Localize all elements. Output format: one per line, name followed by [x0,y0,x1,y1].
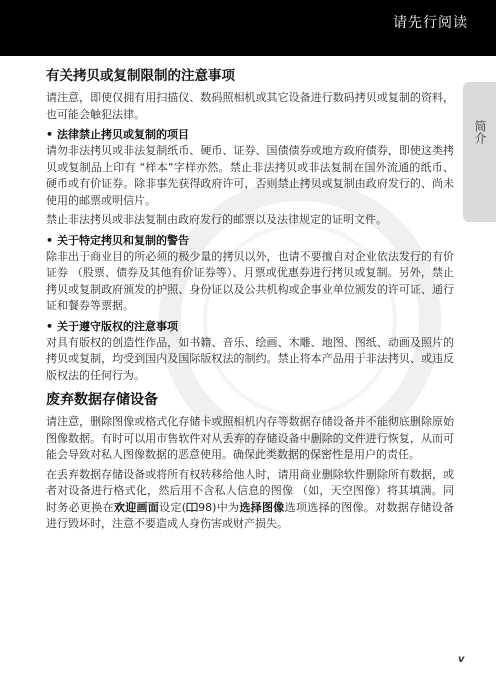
header-title: 请先行阅读 [393,15,468,31]
section1-title: 有关拷贝或复制限制的注意事项 [46,68,235,84]
section2-paragraph-1: 请注意，删除图像或格式化存储卡或照相机内存等数据存储设备并不能彻底删除原始图像数据。有时可以用市售软件对从丢弃的存储设备中删除的文件进行恢复，从而可能会导致对私人图像数据的恶意使用。确保此类数据的保密性是用户的责任。 [46,415,454,461]
book-reference-icon [186,502,198,512]
header-bar [0,0,496,56]
bullet-icon: • [46,233,54,247]
sub3-title: 关于遵守版权的注意事项 [57,319,179,333]
page-number: v [458,654,465,665]
sub3-paragraph-1: 对具有版权的创造性作品，如书籍、音乐、绘画、木雕、地图、图纸、动画及照片的拷贝或复制，均受到国内及国际版权法的制约。禁止将本产品用于非法拷贝、或违反版权法的任何行为。 [46,335,454,382]
sub1-paragraph-1: 请勿非法拷贝或非法复制纸币、硬币、证券、国债债券或地方政府债券，即使这类拷贝或复制品上印有 “样本”字样亦然。禁止非法拷贝或非法复制在国外流通的纸币、硬币或有价证券。除非事先获得政府许可，否则禁止拷贝或复制由政府发行的、尚未使用的邮票或明信片。 [46,144,454,207]
side-tab-label: 简介 [473,120,487,144]
page-reference-link[interactable]: 98 [198,500,213,514]
section2-paragraph-2 [46,467,454,533]
bullet-icon: • [46,319,54,333]
p2-text-d: )中为 [212,500,240,514]
sub2-title: 关于特定拷贝和复制的警告 [57,233,190,247]
sub1-title: 法律禁止拷贝或复制的项目 [57,128,190,141]
bullet-icon: • [46,128,54,141]
select-image-term: 选择图像 [239,500,285,514]
sub3-heading [46,318,454,335]
sub1-paragraph-2: 禁止非法拷贝或非法复制由政府发行的邮票以及法律规定的证明文件。 [46,213,387,226]
sub2-paragraph-1: 除非出于商业目的所必须的极少量的拷贝以外，也请不要擅自对企业依法发行的有价证券 （股票、债券及其他有价证券等）、月票或优惠券进行拷贝或复制。另外，禁止拷贝或复制政府颁发的护照、身份证以及公共机构或企事业单位颁发的许可证、通行证和餐券等票据。 [46,249,454,312]
sub1-heading [46,126,454,143]
p2-text-f: 选项选择的图像。对数据存储设备进行毁坏时，注意不要造成人身伤害或财产损失。 [46,500,455,530]
side-tab[interactable] [463,82,496,222]
p2-text-c: 设定( [159,500,187,514]
section2-title: 废弃数据存储设备 [46,392,158,408]
document-body [46,66,454,536]
p2-text-a: 在丢弃数据存储设备或将所有权转移给他人时，请用商业删除软件删除所有数据，或者对设备进行格式化，然后用不含私人信息的图像 （如，天空图像）将其填满。同时务必更换在 [46,467,454,514]
section1-intro: 请注意，即使仅拥有用扫描仪、数码照相机或其它设备进行数码拷贝或复制的资料，也可能会触犯法律。 [46,91,454,121]
welcome-screen-term: 欢迎画面 [113,500,160,514]
sub2-heading [46,232,454,249]
